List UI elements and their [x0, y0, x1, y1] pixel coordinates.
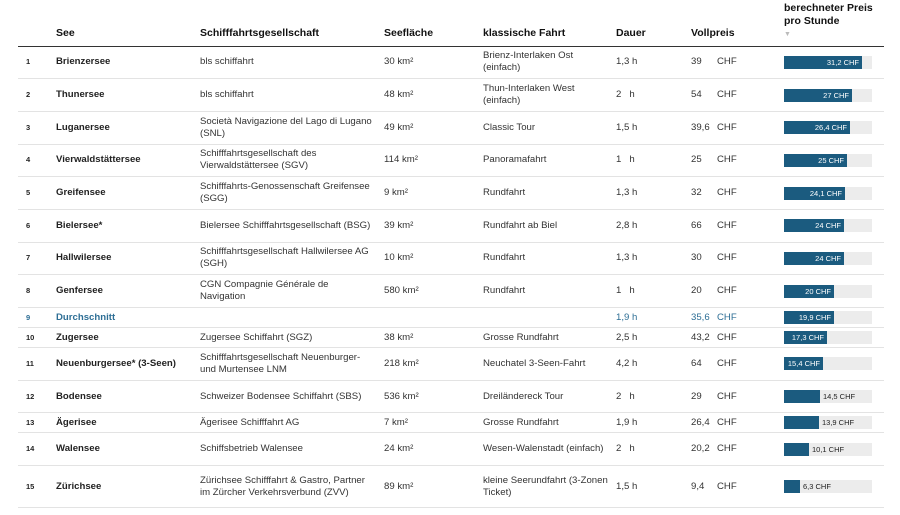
header-trip[interactable]: klassische Fahrt	[483, 0, 616, 46]
per-hour-label: 6,3 CHF	[803, 482, 831, 492]
trip-cell: Neuchatel 3-Seen-Fahrt	[483, 348, 616, 381]
duration-cell: 2 h	[616, 79, 691, 112]
price-cell	[691, 433, 780, 466]
trip-cell: Rundfahrt ab Biel	[483, 209, 616, 242]
rank-cell: 7	[18, 242, 56, 275]
price-currency: CHF	[717, 252, 737, 264]
price-value: 20,2	[691, 443, 710, 455]
price-value: 39,6	[691, 121, 710, 133]
lake-cell: Bodensee	[56, 380, 200, 413]
duration-cell: 2 h	[616, 380, 691, 413]
per-hour-bar-track	[784, 390, 872, 403]
lake-cell: Vierwaldstättersee	[56, 144, 200, 177]
company-cell: bls schiffahrt	[200, 79, 384, 112]
duration-cell: 2,8 h	[616, 209, 691, 242]
trip-cell: Dreiländereck Tour	[483, 380, 616, 413]
lake-cell: Bielersee*	[56, 209, 200, 242]
lake-cell: Thunersee	[56, 79, 200, 112]
price-currency: CHF	[717, 416, 737, 428]
lake-boat-price-table	[18, 0, 884, 508]
lake-cell: Walensee	[56, 433, 200, 466]
per-hour-label: 24 CHF	[815, 253, 841, 263]
per-hour-label: 15,4 CHF	[787, 359, 820, 369]
price-currency: CHF	[717, 285, 737, 297]
per-hour-label: 10,1 CHF	[812, 444, 845, 454]
area-cell: 38 km²	[384, 328, 483, 348]
per-hour-label: 26,4 CHF	[814, 123, 847, 133]
company-cell: Schifffahrts-Genossenschaft Greifensee (SGG)	[200, 177, 384, 210]
price-cell	[691, 111, 780, 144]
price-value: 20	[691, 285, 702, 297]
price-currency: CHF	[717, 480, 737, 492]
lake-cell: Ägerisee	[56, 413, 200, 433]
rank-cell: 5	[18, 177, 56, 210]
price-currency: CHF	[717, 187, 737, 199]
trip-cell: Brienz-Interlaken Ost (einfach)	[483, 46, 616, 79]
header-company[interactable]: Schifffahrtsgesellschaft	[200, 0, 384, 46]
area-cell: 114 km²	[384, 144, 483, 177]
price-cell	[691, 242, 780, 275]
company-cell: Società Navigazione del Lago di Lugano (SNL)	[200, 111, 384, 144]
per-hour-bar-track	[784, 357, 872, 370]
header-price[interactable]: Vollpreis	[691, 0, 780, 46]
per-hour-cell	[780, 466, 884, 508]
price-currency: CHF	[717, 443, 737, 455]
rank-cell: 11	[18, 348, 56, 381]
table-body	[18, 46, 884, 508]
duration-cell: 1,9 h	[616, 413, 691, 433]
per-hour-label: 14,5 CHF	[823, 392, 856, 402]
trip-cell: kleine Seerundfahrt (3-Zonen Ticket)	[483, 466, 616, 508]
per-hour-label: 25 CHF	[818, 155, 844, 165]
per-hour-bar	[784, 480, 800, 493]
rank-cell: 13	[18, 413, 56, 433]
per-hour-cell	[780, 111, 884, 144]
header-per-hour-label: berechneter Preis pro Stunde	[784, 1, 873, 27]
duration-cell: 2,5 h	[616, 328, 691, 348]
company-cell: Zürichsee Schifffahrt & Gastro, Partner im Zürcher Verkehrsverbund (ZVV)	[200, 466, 384, 508]
lake-cell: Zürichsee	[56, 466, 200, 508]
price-value: 32	[691, 187, 702, 199]
per-hour-cell	[780, 328, 884, 348]
per-hour-bar-track	[784, 311, 872, 324]
duration-cell: 1 h	[616, 275, 691, 308]
per-hour-label: 24 CHF	[815, 221, 841, 231]
price-currency: CHF	[717, 357, 737, 369]
trip-cell: Grosse Rundfahrt	[483, 413, 616, 433]
table-row	[18, 111, 884, 144]
price-value: 64	[691, 357, 702, 369]
lake-cell: Genfersee	[56, 275, 200, 308]
company-cell: Bielersee Schifffahrtsgesellschaft (BSG)	[200, 209, 384, 242]
price-value: 43,2	[691, 331, 710, 343]
per-hour-label: 27 CHF	[823, 90, 849, 100]
company-cell: Schifffahrtsgesellschaft Hallwilersee AG (SGH)	[200, 242, 384, 275]
per-hour-cell	[780, 209, 884, 242]
price-currency: CHF	[717, 390, 737, 402]
price-value: 35,6	[691, 311, 710, 323]
price-value: 66	[691, 219, 702, 231]
per-hour-label: 19,9 CHF	[798, 313, 831, 322]
area-cell: 89 km²	[384, 466, 483, 508]
area-cell: 48 km²	[384, 79, 483, 112]
per-hour-bar-track	[784, 480, 872, 493]
sort-desc-icon[interactable]: ▼	[784, 30, 791, 38]
duration-cell: 4,2 h	[616, 348, 691, 381]
price-currency: CHF	[717, 89, 737, 101]
trip-cell	[483, 308, 616, 328]
per-hour-cell	[780, 275, 884, 308]
price-currency: CHF	[717, 154, 737, 166]
duration-cell: 1,3 h	[616, 46, 691, 79]
price-cell	[691, 275, 780, 308]
price-cell	[691, 380, 780, 413]
area-cell: 10 km²	[384, 242, 483, 275]
average-row	[18, 308, 884, 328]
table-row	[18, 413, 884, 433]
price-value: 9,4	[691, 480, 705, 492]
company-cell: Ägerisee Schifffahrt AG	[200, 413, 384, 433]
per-hour-cell	[780, 144, 884, 177]
price-cell	[691, 46, 780, 79]
company-cell: Schweizer Bodensee Schiffahrt (SBS)	[200, 380, 384, 413]
price-cell	[691, 209, 780, 242]
rank-cell: 8	[18, 275, 56, 308]
per-hour-bar-track	[784, 121, 872, 134]
price-value: 29	[691, 390, 702, 402]
table-row	[18, 177, 884, 210]
lake-cell: Luganersee	[56, 111, 200, 144]
price-value: 39	[691, 56, 702, 68]
per-hour-label: 17,3 CHF	[791, 333, 824, 342]
per-hour-label: 24,1 CHF	[809, 188, 842, 198]
per-hour-cell	[780, 177, 884, 210]
price-cell	[691, 466, 780, 508]
per-hour-bar-track	[784, 89, 872, 102]
rank-cell: 1	[18, 46, 56, 79]
duration-cell: 1,3 h	[616, 177, 691, 210]
per-hour-bar-track	[784, 219, 872, 232]
per-hour-label: 20 CHF	[805, 286, 831, 296]
rank-cell: 9	[18, 308, 56, 328]
per-hour-cell	[780, 380, 884, 413]
per-hour-cell	[780, 242, 884, 275]
per-hour-bar	[784, 443, 809, 456]
rank-cell: 12	[18, 380, 56, 413]
per-hour-bar-track	[784, 187, 872, 200]
per-hour-bar-track	[784, 416, 872, 429]
lake-cell: Brienzersee	[56, 46, 200, 79]
rank-cell: 4	[18, 144, 56, 177]
table-row	[18, 348, 884, 381]
company-cell	[200, 308, 384, 328]
per-hour-cell	[780, 433, 884, 466]
price-cell	[691, 79, 780, 112]
table-row	[18, 275, 884, 308]
per-hour-cell	[780, 413, 884, 433]
price-cell	[691, 328, 780, 348]
duration-cell: 2 h	[616, 433, 691, 466]
lake-cell: Hallwilersee	[56, 242, 200, 275]
price-value: 54	[691, 89, 702, 101]
lake-cell: Greifensee	[56, 177, 200, 210]
price-value: 25	[691, 154, 702, 166]
lake-cell: Neuenburgersee* (3-Seen)	[56, 348, 200, 381]
per-hour-cell	[780, 308, 884, 328]
price-cell	[691, 413, 780, 433]
price-cell	[691, 348, 780, 381]
price-value: 26,4	[691, 416, 710, 428]
area-cell: 49 km²	[384, 111, 483, 144]
trip-cell: Grosse Rundfahrt	[483, 328, 616, 348]
trip-cell: Rundfahrt	[483, 242, 616, 275]
price-currency: CHF	[717, 121, 737, 133]
trip-cell: Thun-Interlaken West (einfach)	[483, 79, 616, 112]
per-hour-label: 31,2 CHF	[826, 57, 859, 67]
price-cell	[691, 308, 780, 328]
per-hour-label: 13,9 CHF	[822, 418, 855, 428]
company-cell: bls schiffahrt	[200, 46, 384, 79]
per-hour-cell	[780, 79, 884, 112]
trip-cell: Rundfahrt	[483, 275, 616, 308]
per-hour-bar	[784, 416, 819, 429]
table-row	[18, 209, 884, 242]
rank-cell: 14	[18, 433, 56, 466]
duration-cell: 1,3 h	[616, 242, 691, 275]
lake-cell: Durchschnitt	[56, 308, 200, 328]
price-cell	[691, 177, 780, 210]
area-cell: 580 km²	[384, 275, 483, 308]
area-cell	[384, 308, 483, 328]
table-header-row	[18, 0, 884, 46]
table-row	[18, 79, 884, 112]
price-currency: CHF	[717, 331, 737, 343]
header-per-hour[interactable]	[780, 0, 884, 46]
company-cell: Zugersee Schiffahrt (SGZ)	[200, 328, 384, 348]
rank-cell: 2	[18, 79, 56, 112]
trip-cell: Classic Tour	[483, 111, 616, 144]
area-cell: 536 km²	[384, 380, 483, 413]
table-row	[18, 433, 884, 466]
header-rank	[18, 0, 56, 46]
table-row	[18, 46, 884, 79]
duration-cell: 1,9 h	[616, 308, 691, 328]
per-hour-bar-track	[784, 252, 872, 265]
table-row	[18, 144, 884, 177]
price-value: 30	[691, 252, 702, 264]
per-hour-bar-track	[784, 154, 872, 167]
price-currency: CHF	[717, 311, 737, 323]
company-cell: Schifffahrtsgesellschaft des Vierwaldstättersee (SGV)	[200, 144, 384, 177]
header-duration[interactable]: Dauer	[616, 0, 691, 46]
rank-cell: 6	[18, 209, 56, 242]
header-area[interactable]: Seefläche	[384, 0, 483, 46]
table-row	[18, 328, 884, 348]
trip-cell: Wesen-Walenstadt (einfach)	[483, 433, 616, 466]
table-row	[18, 380, 884, 413]
area-cell: 24 km²	[384, 433, 483, 466]
rank-cell: 15	[18, 466, 56, 508]
table-row	[18, 242, 884, 275]
duration-cell: 1 h	[616, 144, 691, 177]
lake-cell: Zugersee	[56, 328, 200, 348]
price-table-container	[18, 0, 884, 508]
area-cell: 30 km²	[384, 46, 483, 79]
per-hour-bar-track	[784, 285, 872, 298]
rank-cell: 3	[18, 111, 56, 144]
per-hour-cell	[780, 46, 884, 79]
rank-cell: 10	[18, 328, 56, 348]
company-cell: Schiffsbetrieb Walensee	[200, 433, 384, 466]
table-row	[18, 466, 884, 508]
area-cell: 9 km²	[384, 177, 483, 210]
trip-cell: Rundfahrt	[483, 177, 616, 210]
trip-cell: Panoramafahrt	[483, 144, 616, 177]
price-cell	[691, 144, 780, 177]
per-hour-bar-track	[784, 331, 872, 344]
per-hour-bar	[784, 390, 820, 403]
per-hour-cell	[780, 348, 884, 381]
price-currency: CHF	[717, 56, 737, 68]
company-cell: CGN Compagnie Générale de Navigation	[200, 275, 384, 308]
company-cell: Schifffahrtsgesellschaft Neuenburger- und Murtensee LNM	[200, 348, 384, 381]
area-cell: 218 km²	[384, 348, 483, 381]
duration-cell: 1,5 h	[616, 466, 691, 508]
duration-cell: 1,5 h	[616, 111, 691, 144]
area-cell: 39 km²	[384, 209, 483, 242]
header-lake[interactable]: See	[56, 0, 200, 46]
area-cell: 7 km²	[384, 413, 483, 433]
per-hour-bar-track	[784, 443, 872, 456]
per-hour-bar-track	[784, 56, 872, 69]
price-currency: CHF	[717, 219, 737, 231]
